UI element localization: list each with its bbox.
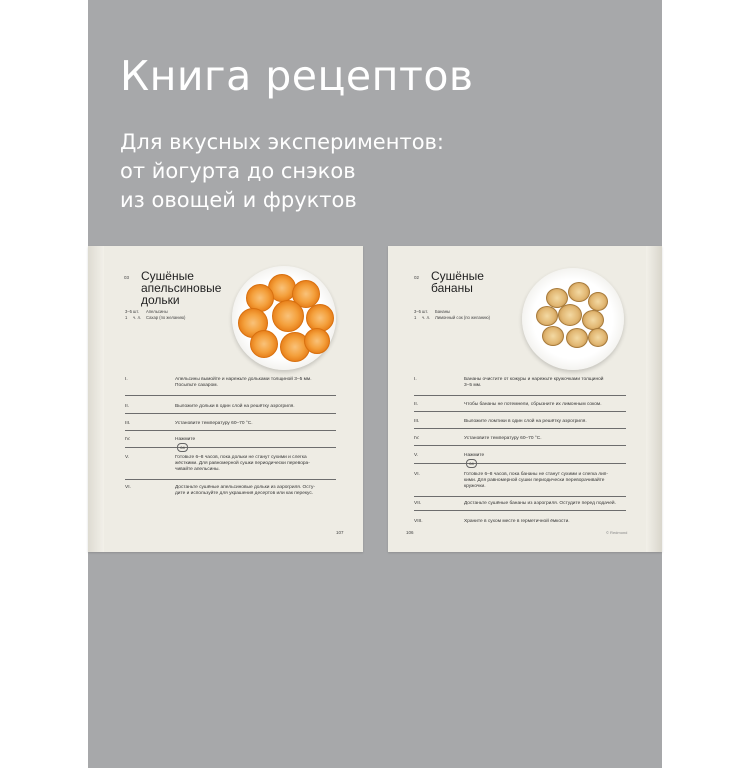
step-number: III. bbox=[414, 419, 420, 424]
banana-slice bbox=[588, 328, 608, 347]
step-row bbox=[414, 472, 626, 497]
step-number: V. bbox=[125, 455, 130, 460]
step-line: 3–5 мм. bbox=[464, 383, 482, 388]
title-line: бананы bbox=[431, 281, 473, 295]
plate-oranges-image bbox=[232, 266, 336, 370]
ingredients-list bbox=[414, 309, 490, 321]
ingredient-qty: 3–5 bbox=[125, 309, 132, 314]
step-line: Нажмите bbox=[175, 437, 196, 442]
step-text bbox=[175, 455, 336, 473]
step-text bbox=[464, 377, 626, 389]
title-line: апельсиновые bbox=[141, 281, 222, 295]
step-row bbox=[125, 421, 336, 431]
ingredient-unit: ч. л. bbox=[133, 315, 142, 320]
plate-bananas-image bbox=[522, 268, 624, 370]
ingredient-name: Лимонный сок (по желанию) bbox=[435, 315, 491, 320]
step-number: I. bbox=[125, 377, 128, 382]
step-line: Посыпьте сахаром. bbox=[175, 383, 218, 388]
step-number: III. bbox=[125, 421, 131, 426]
orange-slice bbox=[272, 300, 304, 332]
ingredient-qty: 1 bbox=[414, 315, 417, 320]
step-number: V. bbox=[414, 453, 419, 458]
program-icon: 04 bbox=[177, 443, 188, 452]
step-line: Апельсины вымойте и нарежьте дольками толщиной 3–5 мм. bbox=[175, 377, 312, 382]
steps-list bbox=[125, 377, 336, 537]
ingredient-unit: ч. л. bbox=[422, 315, 431, 320]
step-number: II. bbox=[414, 402, 418, 407]
ingredient-name: Апельсины bbox=[146, 309, 168, 314]
page-number: 106 bbox=[406, 530, 414, 535]
step-number: IV. bbox=[414, 436, 420, 441]
step-number: VI. bbox=[414, 472, 420, 477]
book-subtitle bbox=[120, 128, 444, 215]
step-text bbox=[175, 437, 336, 452]
step-text bbox=[175, 377, 336, 389]
step-line: Достаньте сушёные бананы из аэрогриля. Остудите перед подачей. bbox=[464, 501, 616, 506]
step-row bbox=[125, 377, 336, 396]
banana-slice bbox=[566, 328, 588, 348]
recipe-title bbox=[431, 270, 484, 294]
step-line: Нажмите bbox=[464, 453, 485, 458]
program-icon: 04 bbox=[466, 459, 477, 468]
step-number: II. bbox=[125, 404, 129, 409]
step-line: Установите температуру 60–70 °С. bbox=[175, 421, 253, 426]
recipe-number: 02 bbox=[414, 275, 420, 280]
step-text bbox=[464, 453, 626, 468]
orange-slice bbox=[250, 330, 278, 358]
step-line: чивайте апельсины. bbox=[175, 467, 220, 472]
book-title: Книга рецептов bbox=[120, 52, 474, 100]
banana-slice bbox=[536, 306, 558, 326]
step-number: IV. bbox=[125, 437, 131, 442]
step-line: дите и используйте для украшения десертов или как перекус. bbox=[175, 491, 314, 496]
recipe-number: 03 bbox=[124, 275, 130, 280]
step-line: кружочки. bbox=[464, 484, 486, 489]
ingredient-qty: 3–5 bbox=[414, 309, 421, 314]
step-row bbox=[125, 437, 336, 448]
page-number: 107 bbox=[336, 530, 344, 535]
step-row bbox=[414, 402, 626, 412]
step-row bbox=[125, 404, 336, 414]
step-number: VII. bbox=[414, 501, 422, 506]
step-line: жёсткими. Для равномерной сушки периодически перевора- bbox=[175, 461, 310, 466]
step-row bbox=[414, 419, 626, 429]
ingredient-qty: 1 bbox=[125, 315, 128, 320]
step-text bbox=[175, 404, 336, 410]
recipe-title bbox=[141, 270, 221, 306]
ingredient-name: Бананы bbox=[435, 309, 451, 314]
step-line: Бананы очистите от кожуры и нарежьте кружочками толщиной bbox=[464, 377, 604, 382]
step-text bbox=[464, 436, 626, 442]
banana-slice bbox=[588, 292, 608, 311]
step-text bbox=[175, 485, 336, 497]
step-row bbox=[414, 377, 626, 396]
step-text bbox=[464, 402, 626, 408]
step-line: Достаньте сушёные апельсиновые дольки из аэрогриля. Осту- bbox=[175, 485, 315, 490]
step-row bbox=[414, 453, 626, 464]
step-text bbox=[175, 421, 336, 427]
step-line: Чтобы бананы не потемнели, сбрызните их лимонным соком. bbox=[464, 402, 602, 407]
step-text bbox=[464, 472, 626, 490]
step-row bbox=[414, 519, 626, 528]
step-line: Готовьте 6–8 часов, пока бананы не станут сухими и слегка лип- bbox=[464, 472, 608, 477]
ingredient-unit: шт. bbox=[422, 309, 428, 314]
banana-slice bbox=[582, 310, 604, 330]
banana-slice bbox=[568, 282, 590, 302]
step-text bbox=[464, 501, 626, 507]
subtitle-line: из овощей и фруктов bbox=[120, 188, 357, 212]
title-line: Сушёные bbox=[431, 269, 484, 283]
title-line: Сушёные bbox=[141, 269, 194, 283]
ingredient-unit: шт. bbox=[133, 309, 139, 314]
ingredient-row bbox=[125, 315, 185, 321]
left-page-edge bbox=[88, 246, 104, 552]
page-footer-note: © Redmond bbox=[606, 530, 628, 535]
ingredient-name: Сахар (по желанию) bbox=[146, 315, 186, 320]
steps-list bbox=[414, 377, 626, 537]
step-text bbox=[464, 419, 626, 425]
step-number: VI. bbox=[125, 485, 131, 490]
subtitle-line: Для вкусных экспериментов: bbox=[120, 130, 444, 154]
step-row bbox=[125, 455, 336, 480]
step-number: VIII. bbox=[414, 519, 423, 524]
step-row bbox=[125, 485, 336, 503]
ingredient-row bbox=[414, 315, 490, 321]
orange-slice bbox=[304, 328, 330, 354]
step-line: Храните в сухом месте в герметичной ёмкости. bbox=[464, 519, 570, 524]
step-row bbox=[414, 501, 626, 511]
step-number: I. bbox=[414, 377, 417, 382]
step-line: Готовьте 6–8 часов, пока дольки не станут сухими и слегка bbox=[175, 455, 307, 460]
step-line: кими. Для равномерной сушки периодически переворачивайте bbox=[464, 478, 605, 483]
step-row bbox=[414, 436, 626, 446]
step-text bbox=[464, 519, 626, 525]
title-line: дольки bbox=[141, 293, 180, 307]
subtitle-line: от йогурта до снэков bbox=[120, 159, 356, 183]
step-line: Выложите дольки в один слой на решётку аэрогриля. bbox=[175, 404, 295, 409]
step-line: Выложите ломтики в один слой на решётку аэрогриля. bbox=[464, 419, 587, 424]
banana-slice bbox=[558, 304, 582, 326]
ingredients-list bbox=[125, 309, 185, 321]
step-line: Установите температуру 60–70 °С. bbox=[464, 436, 542, 441]
banana-slice bbox=[542, 326, 564, 346]
right-page-edge bbox=[646, 246, 662, 552]
